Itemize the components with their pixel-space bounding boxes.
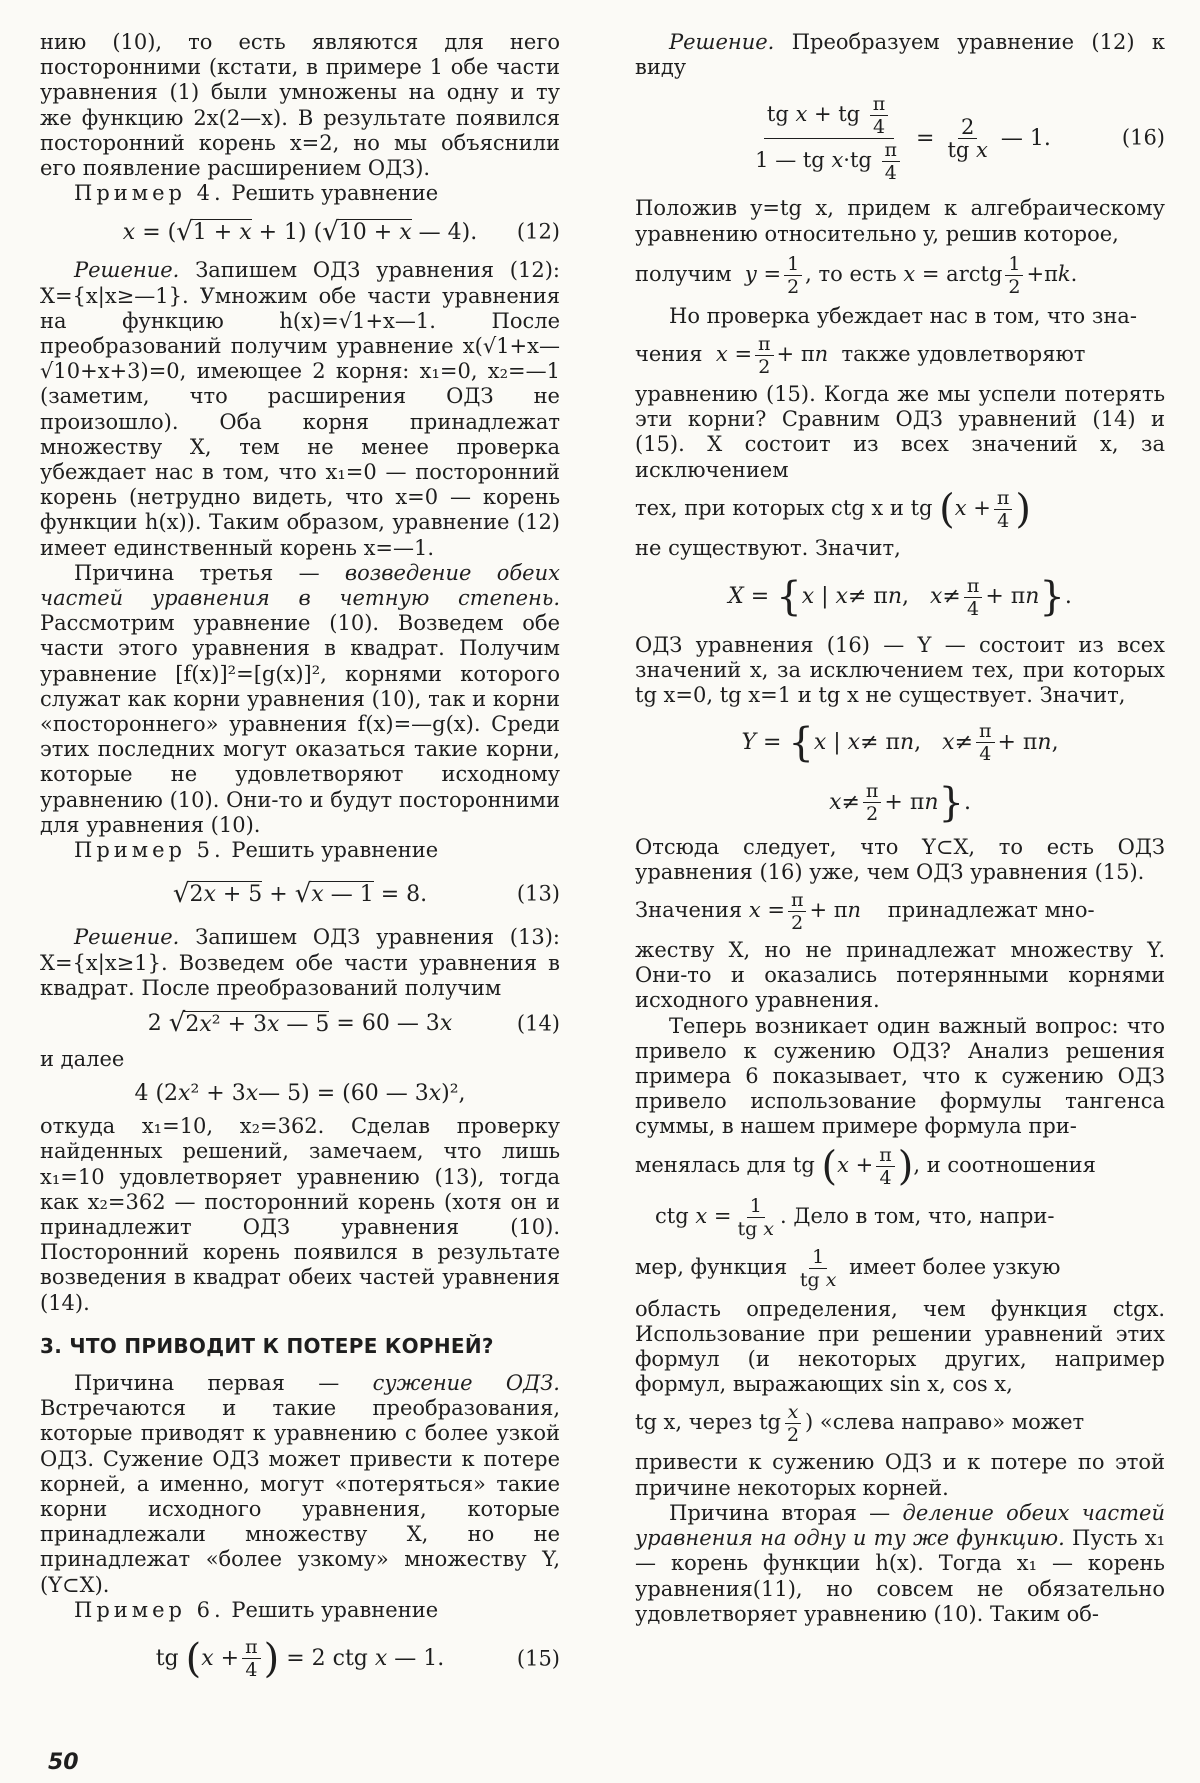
equation-16: tg x + tg $\frac{\pi}{4}$ 1 — tg x·tg $\frac{\pi}{4}$ = 2 tg x — 1. (16) bbox=[755, 92, 1165, 184]
paragraph: Причина вторая — деление обеих частей уравнения на одну и ту же функцию. Пусть x₁ — корень функции h(x). Тогда x₁ — корень уравнения(11), но совсем не обязательно удовлетворяет уравнению (10). Таким об- bbox=[635, 1500, 1166, 1626]
equation-13: √ 2x + 5 + √ x — 1 = 8. (13) bbox=[172, 878, 560, 909]
paragraph: менялась для tg (x + $\frac{\pi}{4}$ ), и соотношения bbox=[635, 1143, 1096, 1190]
solution-paragraph: Решение. Запишем ОДЗ уравнения (12): X={x|x≥—1}. Умножим обе части уравнения на функцию h(x)=√1+x—1. После преобразований получим уравнение x(√1+x—√10+x+3)=0, имеющее 2 корня: x₁=0, x₂=—1 (заметим, что расширения ОДЗ не произошло). Оба корня принадлежат множеству X, тем не менее проверка убеждает нас в том, что x₁=0 — посторонний корень (нетрудно видеть, что x=0 — корень функции h(x)). Таким образом, уравнение (12) имеет единственный корень x=—1. bbox=[40, 258, 560, 560]
equation-12: x = ( √ 1 + x + 1) ( √ 10 + x — 4). (12) bbox=[122, 216, 560, 247]
equation-15: tg ( x + π 4 ) = 2 ctg x — 1. (15) bbox=[155, 1635, 560, 1682]
paragraph: жеству X, но не принадлежат множеству Y. Они-то и оказались потерянными корнями исходного уравнения. bbox=[635, 938, 1165, 1013]
set-Y-continued: x ≠ π 2 + π n } . bbox=[829, 779, 971, 826]
solution-paragraph: Решение. Преобразуем уравнение (12) к виду bbox=[635, 30, 1165, 80]
right-column bbox=[635, 30, 1165, 1627]
paragraph: Отсюда следует, что Y⊂X, то есть ОДЗ уравнения (16) уже, чем ОДЗ уравнения (15). bbox=[635, 834, 1165, 884]
paragraph: не существуют. Значит, bbox=[635, 535, 901, 560]
paragraph: ОДЗ уравнения (16) — Y — состоит из всех значений x, за исключением тех, при которых tg x=0, tg x=1 и tg x не существует. Значит, bbox=[635, 633, 1165, 708]
paragraph: привести к сужению ОДЗ и к потере по этой причине некоторых корней. bbox=[635, 1450, 1165, 1500]
paragraph: получим y = $\frac{1}{2}$ , то есть x = arctg $\frac{1}{2}$ +πk. bbox=[635, 252, 1078, 298]
paragraph: ctg x = $\frac{1}{\text{tg x}}$ . Дело в том, что, напри- bbox=[655, 1194, 1055, 1240]
paragraph: Причина первая — сужение ОДЗ. Встречаются и такие преобразования, которые приводят к уравнению с более узкой ОДЗ. Сужение ОДЗ может привести к потере корней, а именно, могут «потеряться» такие корни исходного уравнения, которые принадлежали множеству X, но не принадлежат «более узкому» множеству Y, (Y⊂X). bbox=[40, 1370, 560, 1597]
paragraph: Значения x = $\frac{\pi}{2}$ + πn принадлежат мно- bbox=[635, 889, 1095, 935]
paragraph: уравнению (15). Когда же мы успели потерять эти корни? Сравним ОДЗ уравнений (14) и (15). X состоит из всех значений x, за исключением bbox=[635, 382, 1165, 482]
paragraph: Причина третья — возведение обеих частей уравнения в четную степень. Рассмотрим уравнение (10). Возведем обе части этого уравнения в квадрат. Получим уравнение [f(x)]²=[g(x)]², корнями которого служат как корни уравнения (10), так и корни «постороннего» уравнения f(x)=—g(x). Среди этих последних могут оказаться такие корни, которые не удовлетворяют исходному уравнению (10). Они-то и будут посторонними для уравнения (10). bbox=[40, 560, 560, 837]
paragraph: чения x = $\frac{\pi}{2}$ + πn также удовлетворяют bbox=[635, 333, 1086, 379]
paragraph: tg x, через tg $\frac{x}{2}$ ) «слева направо» может bbox=[635, 1401, 1085, 1447]
set-Y: Y = { x | x ≠ π n , x ≠ π 4 + π n , bbox=[741, 719, 1059, 766]
paragraph: Положив y=tg x, придем к алгебраическому уравнению относительно y, решив которое, bbox=[635, 196, 1165, 246]
paragraph: Теперь возникает один важный вопрос: что привело к сужению ОДЗ? Анализ решения примера 6 показывает, что к сужению ОДЗ привело использование формулы тангенса суммы, в нашем примере формула при- bbox=[635, 1013, 1165, 1139]
paragraph: откуда x₁=10, x₂=362. Сделав проверку найденных решений, замечаем, что лишь x₁=10 удовлетворяет уравнению (13), тогда как x₂=362 — посторонний корень (хотя он и принадлежит ОДЗ уравнения (10). Посторонний корень появился в результате возведения в квадрат обеих частей уравнения (14). bbox=[40, 1114, 560, 1315]
example-4-heading: Пример 4. Решить уравнение bbox=[74, 181, 439, 206]
paragraph: мер, функция $\frac{1}{\text{tg x}}$ имеет более узкую bbox=[635, 1245, 1061, 1291]
section-heading: 3. ЧТО ПРИВОДИТ К ПОТЕРЕ КОРНЕЙ? bbox=[40, 1333, 494, 1358]
paragraph: и далее bbox=[40, 1046, 125, 1071]
example-6-heading: Пример 6. Решить уравнение bbox=[74, 1597, 439, 1622]
page-number: 50 bbox=[48, 1750, 79, 1775]
set-X: X = { x | x ≠ π n , x ≠ π 4 + π n } . bbox=[728, 574, 1072, 621]
paragraph: нию (10), то есть являются для него посторонними (кстати, в примере 1 обе части уравнения (1) были умножены на одну и ту же функцию 2x(2—x). В результате появился посторонний корень x=2, но мы объяснили его появление расширением ОДЗ). bbox=[40, 30, 560, 181]
paragraph: тех, при которых ctg x и tg (x + $\frac{\pi}{4}$ ) bbox=[635, 486, 1031, 533]
equation-14-squared: 4 (2 x ² + 3 x — 5) = (60 — 3 x )², bbox=[134, 1080, 466, 1106]
equation-14: 2 √ 2x² + 3x — 5 = 60 — 3 x (14) bbox=[147, 1008, 560, 1039]
paragraph: Но проверка убеждает нас в том, что зна- bbox=[669, 303, 1137, 328]
left-column bbox=[40, 30, 560, 1695]
solution-paragraph: Решение. Запишем ОДЗ уравнения (13): X={x|x≥1}. Возведем обе части уравнения в квадрат. После преобразований получим bbox=[40, 925, 560, 1000]
example-5-heading: Пример 5. Решить уравнение bbox=[74, 838, 439, 863]
paragraph: область определения, чем функция ctgx. Использование при решении уравнений этих формул (и некоторых других, например формул, выражающих sin x, cos x, bbox=[635, 1296, 1165, 1397]
